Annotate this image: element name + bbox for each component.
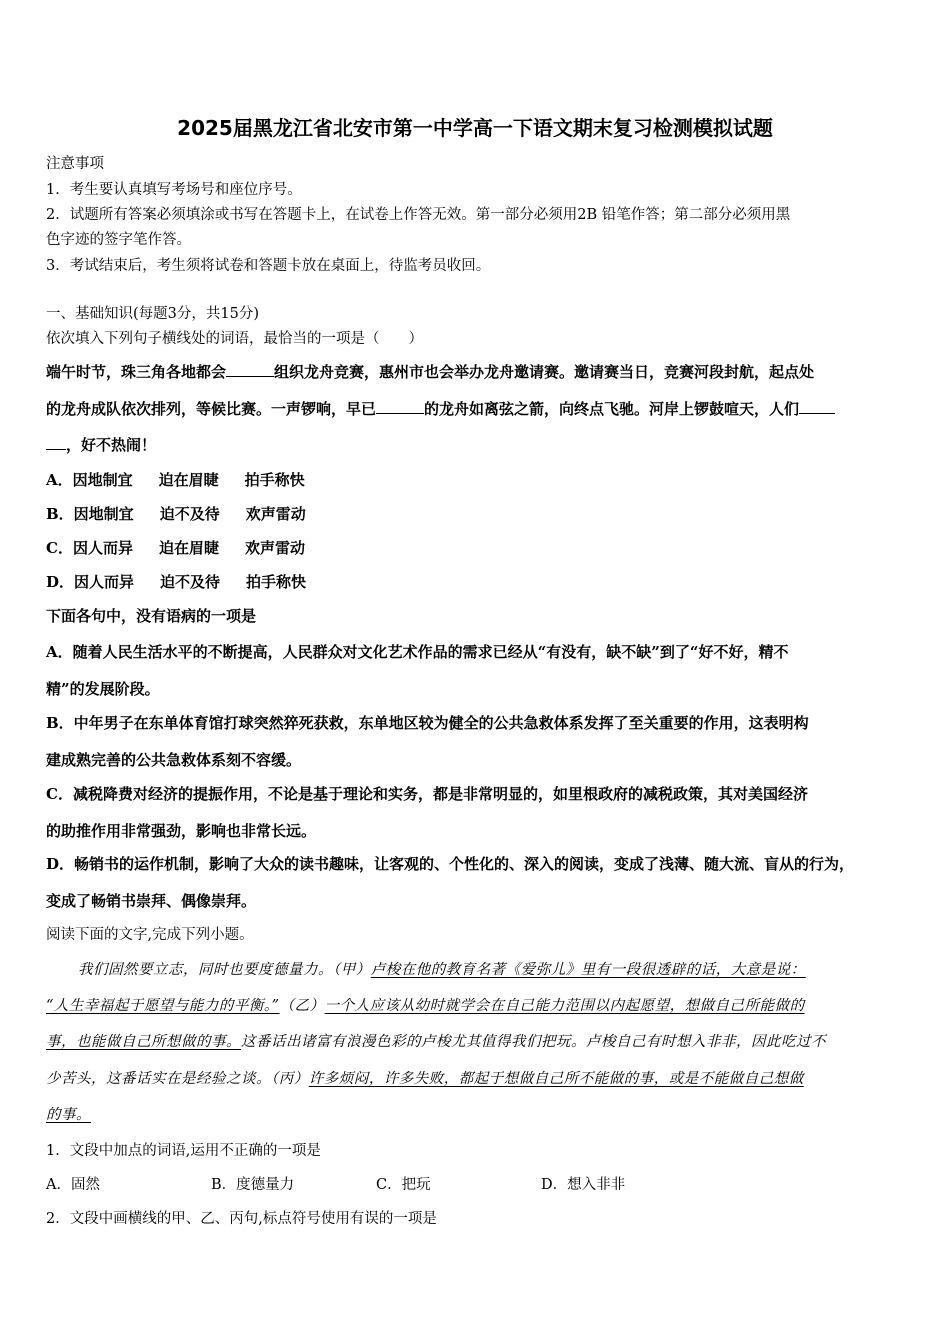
q2-option-d-cont: 变成了畅销书崇拜、偶像崇拜。 — [46, 892, 257, 910]
q2-stem: 下面各句中，没有语病的一项是 — [46, 607, 257, 625]
option-a: A．固然 — [46, 1177, 100, 1193]
q2-option-c: C．减税降费对经济的提振作用，不论是基于理论和实务，都是非常明显的，如里根政府的减税政策，其对美国经济 — [46, 785, 808, 803]
passage-text: （乙） — [279, 998, 325, 1014]
q2-option-b-cont: 建成熟完善的公共急救体系刻不容缓。 — [46, 751, 302, 769]
option-word: 欢声雷动 — [245, 505, 306, 523]
reading-q2-stem: 2．文段中画横线的甲、乙、丙句,标点符号使用有误的一项是 — [46, 1211, 437, 1227]
q1-passage-text: ，好不热闹！ — [66, 436, 157, 454]
q1-option-c — [46, 537, 305, 558]
passage-text: 少苦头，这番话实在是经验之谈。（丙） — [46, 1071, 309, 1087]
notice-item-1: 1．考生要认真填写考场号和座位序号。 — [46, 182, 302, 198]
notice-item-2: 2．试题所有答案必须填涂或书写在答题卡上，在试卷上作答无效。第一部分必须用2B 铅笔作答；第二部分必须用黑 — [46, 207, 791, 223]
notice-item-2-cont: 色字迹的签字笔作答。 — [46, 232, 191, 248]
option-word: D．因人而异 — [46, 573, 135, 591]
q2-option-c-cont: 的助推作用非常强劲，影响也非常长远。 — [46, 822, 317, 840]
option-word: 迫不及待 — [159, 505, 220, 523]
option-word: C．因人而异 — [46, 539, 133, 557]
exam-title: 2025届黑龙江省北安市第一中学高一下语文期末复习检测模拟试题 — [177, 116, 773, 140]
reading-passage-line-1 — [78, 958, 806, 979]
underlined-sentence-bing: 许多烦闷，许多失败，都起于想做自己所不能做的事，或是不能做自己想做 — [308, 1071, 804, 1087]
q1-stem: 依次填入下列句子横线处的词语，最恰当的一项是（ ） — [46, 331, 423, 347]
option-d: D．想入非非 — [541, 1177, 626, 1193]
reading-passage-line-3 — [46, 1030, 826, 1051]
q2-option-a: A．随着人民生活水平的不断提高，人民群众对文化艺术作品的需求已经从“有没有，缺不缺”到了“好不好，精不 — [46, 643, 789, 661]
option-word: 迫不及待 — [160, 573, 221, 591]
option-word: 欢声雷动 — [244, 539, 305, 557]
notice-heading: 注意事项 — [46, 156, 104, 172]
underlined-sentence-jia: “人生幸福起于愿望与能力的平衡。” — [46, 998, 280, 1014]
reading-q1-options — [46, 1173, 706, 1194]
answer-blank — [376, 399, 424, 414]
q1-passage-line-2 — [46, 398, 835, 419]
reading-passage-line-4 — [46, 1067, 804, 1088]
reading-passage-line-5 — [46, 1103, 91, 1124]
q1-option-b — [46, 503, 306, 524]
q2-option-a-cont: 精”的发展阶段。 — [46, 680, 160, 698]
q1-passage-text: 的龙舟成队依次排列，等候比赛。一声锣响，早已 — [46, 400, 377, 418]
underlined-sentence-bing: 的事。 — [46, 1107, 91, 1123]
option-word: A．因地制宜 — [46, 471, 133, 489]
q2-option-b: B．中年男子在东单体育馆打球突然猝死获救，东单地区较为健全的公共急救体系发挥了至关重要的作用，这表明构 — [46, 714, 809, 732]
q1-option-a — [46, 469, 305, 490]
option-word: 迫在眉睫 — [158, 539, 219, 557]
option-word: 迫在眉睫 — [158, 471, 219, 489]
q2-option-d: D．畅销书的运作机制，影响了大众的读书趣味，让客观的、个性化的、深入的阅读，变成了浅薄、随大流、盲从的行为， — [46, 855, 855, 873]
answer-blank — [46, 435, 66, 450]
underlined-sentence-yi: 一个人应该从幼时就学会在自己能力范围以内起愿望，想做自己所能做的 — [324, 998, 805, 1014]
underlined-sentence-jia: 卢梭在他的教育名著《爱弥儿》里有一段很透辟的话，大意是说： — [370, 962, 806, 978]
option-word: B．因地制宜 — [46, 505, 134, 523]
section1-heading: 一、基础知识(每题3分，共15分) — [46, 306, 259, 322]
q1-passage-text: 的龙舟如离弦之箭，向终点飞驰。河岸上锣鼓喧天，人们 — [424, 400, 800, 418]
notice-item-3: 3．考试结束后，考生须将试卷和答题卡放在桌面上，待监考员收回。 — [46, 258, 491, 274]
option-word: 拍手称快 — [244, 471, 305, 489]
q1-passage-line-3 — [46, 434, 156, 455]
option-c: C．把玩 — [376, 1177, 431, 1193]
reading-intro: 阅读下面的文字,完成下列小题。 — [46, 927, 254, 943]
option-b: B．度德量力 — [211, 1177, 295, 1193]
q1-passage-line-1 — [46, 361, 814, 382]
reading-passage-line-2 — [46, 994, 805, 1015]
q1-passage-text: 端午时节，珠三角各地都会 — [46, 363, 227, 381]
reading-q1-stem: 1．文段中加点的词语,运用不正确的一项是 — [46, 1143, 321, 1159]
option-word: 拍手称快 — [246, 573, 307, 591]
passage-text: 我们固然要立志，同时也要度德量力。（甲） — [78, 962, 371, 978]
passage-text: 这番话出诸富有浪漫色彩的卢梭尤其值得我们把玩。卢梭自己有时想入非非，因此吃过不 — [241, 1034, 826, 1050]
q1-option-d — [46, 571, 306, 592]
answer-blank — [799, 399, 835, 414]
q1-passage-text: 组织龙舟竞赛，惠州市也会举办龙舟邀请赛。邀请赛当日，竞赛河段封航，起点处 — [274, 363, 815, 381]
answer-blank — [226, 362, 274, 377]
underlined-sentence-yi: 事，也能做自己所想做的事。 — [46, 1034, 241, 1050]
